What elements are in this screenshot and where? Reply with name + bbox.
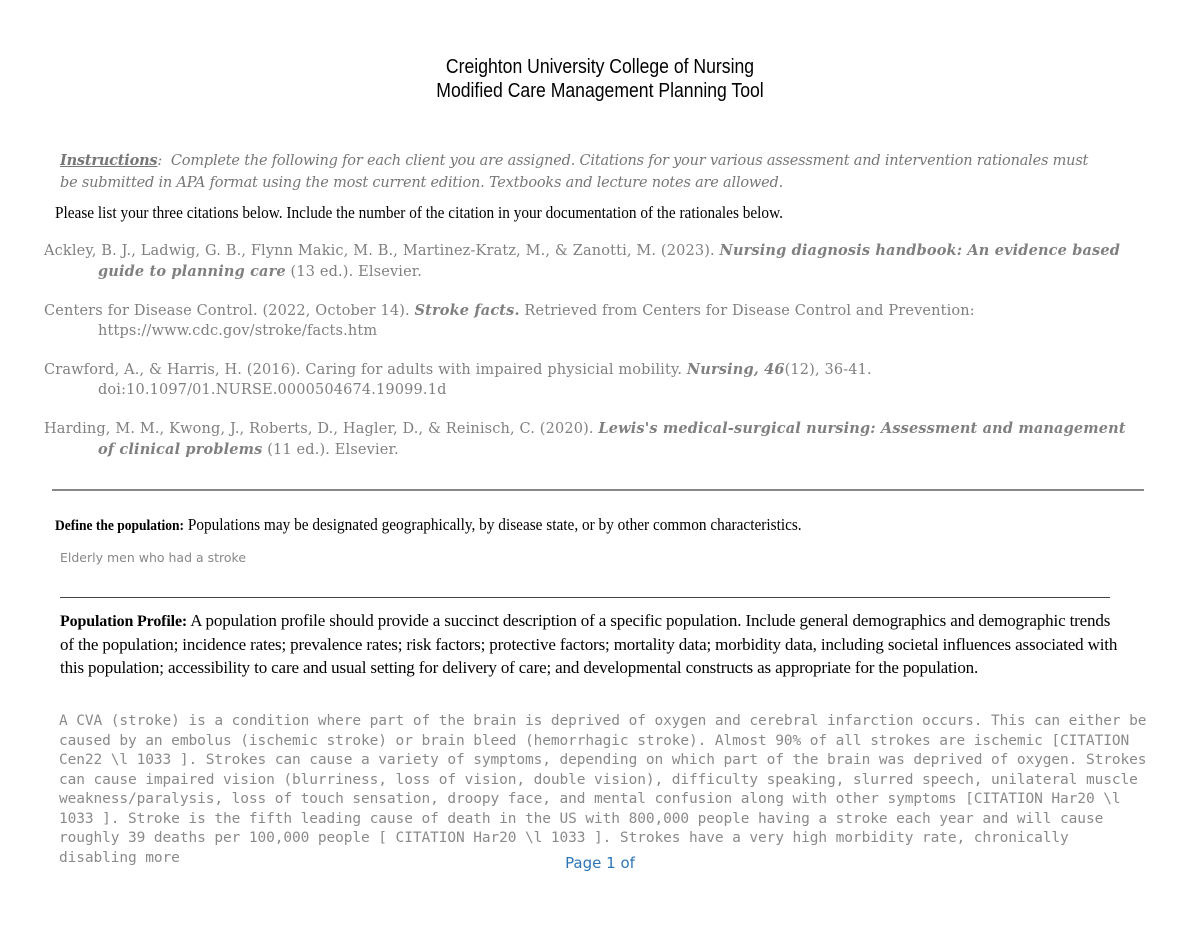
citations-prompt: Please list your three citations below. Include the number of the citation in your documentation of the rationales below. [55,203,783,222]
instructions: Instructions: Complete the following for each client you are assigned. Citations for your various assessment and intervention rationales must be submitted in APA format using the most current edition. Textbooks and lecture notes are allowed. [60,152,1089,191]
instructions-label: Instructions [60,152,158,169]
reference-item: Crawford, A., & Harris, H. (2016). Caring for adults with impaired physicial mobility. Nursing, 46(12), 36-41. doi:10.1097/01.NURSE.0000504674.19099.1d [44,361,872,398]
document-title: Creighton University College of Nursing [445,56,755,78]
define-population-label: Define the population: [55,518,185,534]
define-population-prompt: Define the population: Populations may be designated geographically, by disease state, or by other common characteristics. [55,515,802,534]
define-population-answer[interactable]: Elderly men who had a stroke [60,550,247,565]
reference-item: Ackley, B. J., Ladwig, G. B., Flynn Makic, M. B., Martinez-Kratz, M., & Zanotti, M. (2023). Nursing diagnosis handbook: An evidence based guide to planning care (13 ed.). Elsevier. [44,242,1121,280]
population-profile-answer[interactable]: A CVA (stroke) is a condition where part of the brain is deprived of oxygen and cerebral infarction occurs. This can either be caused by an embolus (ischemic stroke) or brain bleed (hemorrhagic stroke). Almost 90% of all strokes are ischemic [CITATION Cen22 \l 1033 ]. Strokes can cause a variety of symptoms, depending on which part of the brain was deprived of oxygen. Strokes can cause impaired vision (blurriness, loss of vision, double vision), difficulty speaking, slurred speech, unilateral muscle weakness/paralysis, loss of touch sensation, droopy face, and mental confusion along with other symptoms [CITATION Har20 \l 1033 ]. Stroke is the fifth leading cause of death in the US with 800,000 people having a stroke each year and will cause roughly 39 deaths per 100,000 people [ CITATION Har20 \l 1033 ]. Strokes have a very high morbidity rate, chronically disabling more [59,713,1147,866]
document-subtitle: Modified Care Management Planning Tool [436,80,764,102]
reference-item: Harding, M. M., Kwong, J., Roberts, D., Hagler, D., & Reinisch, C. (2020). Lewis's medical-surgical nursing: Assessment and management of clinical problems (11 ed.). Elsevier. [44,420,1126,458]
population-profile-prompt: Population Profile: A population profile should provide a succinct description of a specific population. Include general demographics and demographic trends of the population; incidence rates; prevalence rates; risk factors; protective factors; mortality data; morbidity data, including societal influences associated with this population; accessibility to care and usual setting for delivery of care; and developmental constructs as appropriate for the population. [60,611,1118,677]
page-number: Page 1 of [565,854,635,872]
population-profile-label: Population Profile: [60,613,188,630]
reference-list [44,241,1144,479]
section-divider [52,489,1144,491]
instructions-text: Complete the following for each client you are assigned. Citations for your various assessment and intervention rationales must be submitted in APA format using the most current edition. Textbooks and lecture notes are allowed. [60,153,1089,191]
reference-item: Centers for Disease Control. (2022, October 14). Stroke facts. Retrieved from Centers for Disease Control and Prevention: https://www.cdc.gov/stroke/facts.htm [44,302,975,339]
answer-underline [60,597,1110,598]
